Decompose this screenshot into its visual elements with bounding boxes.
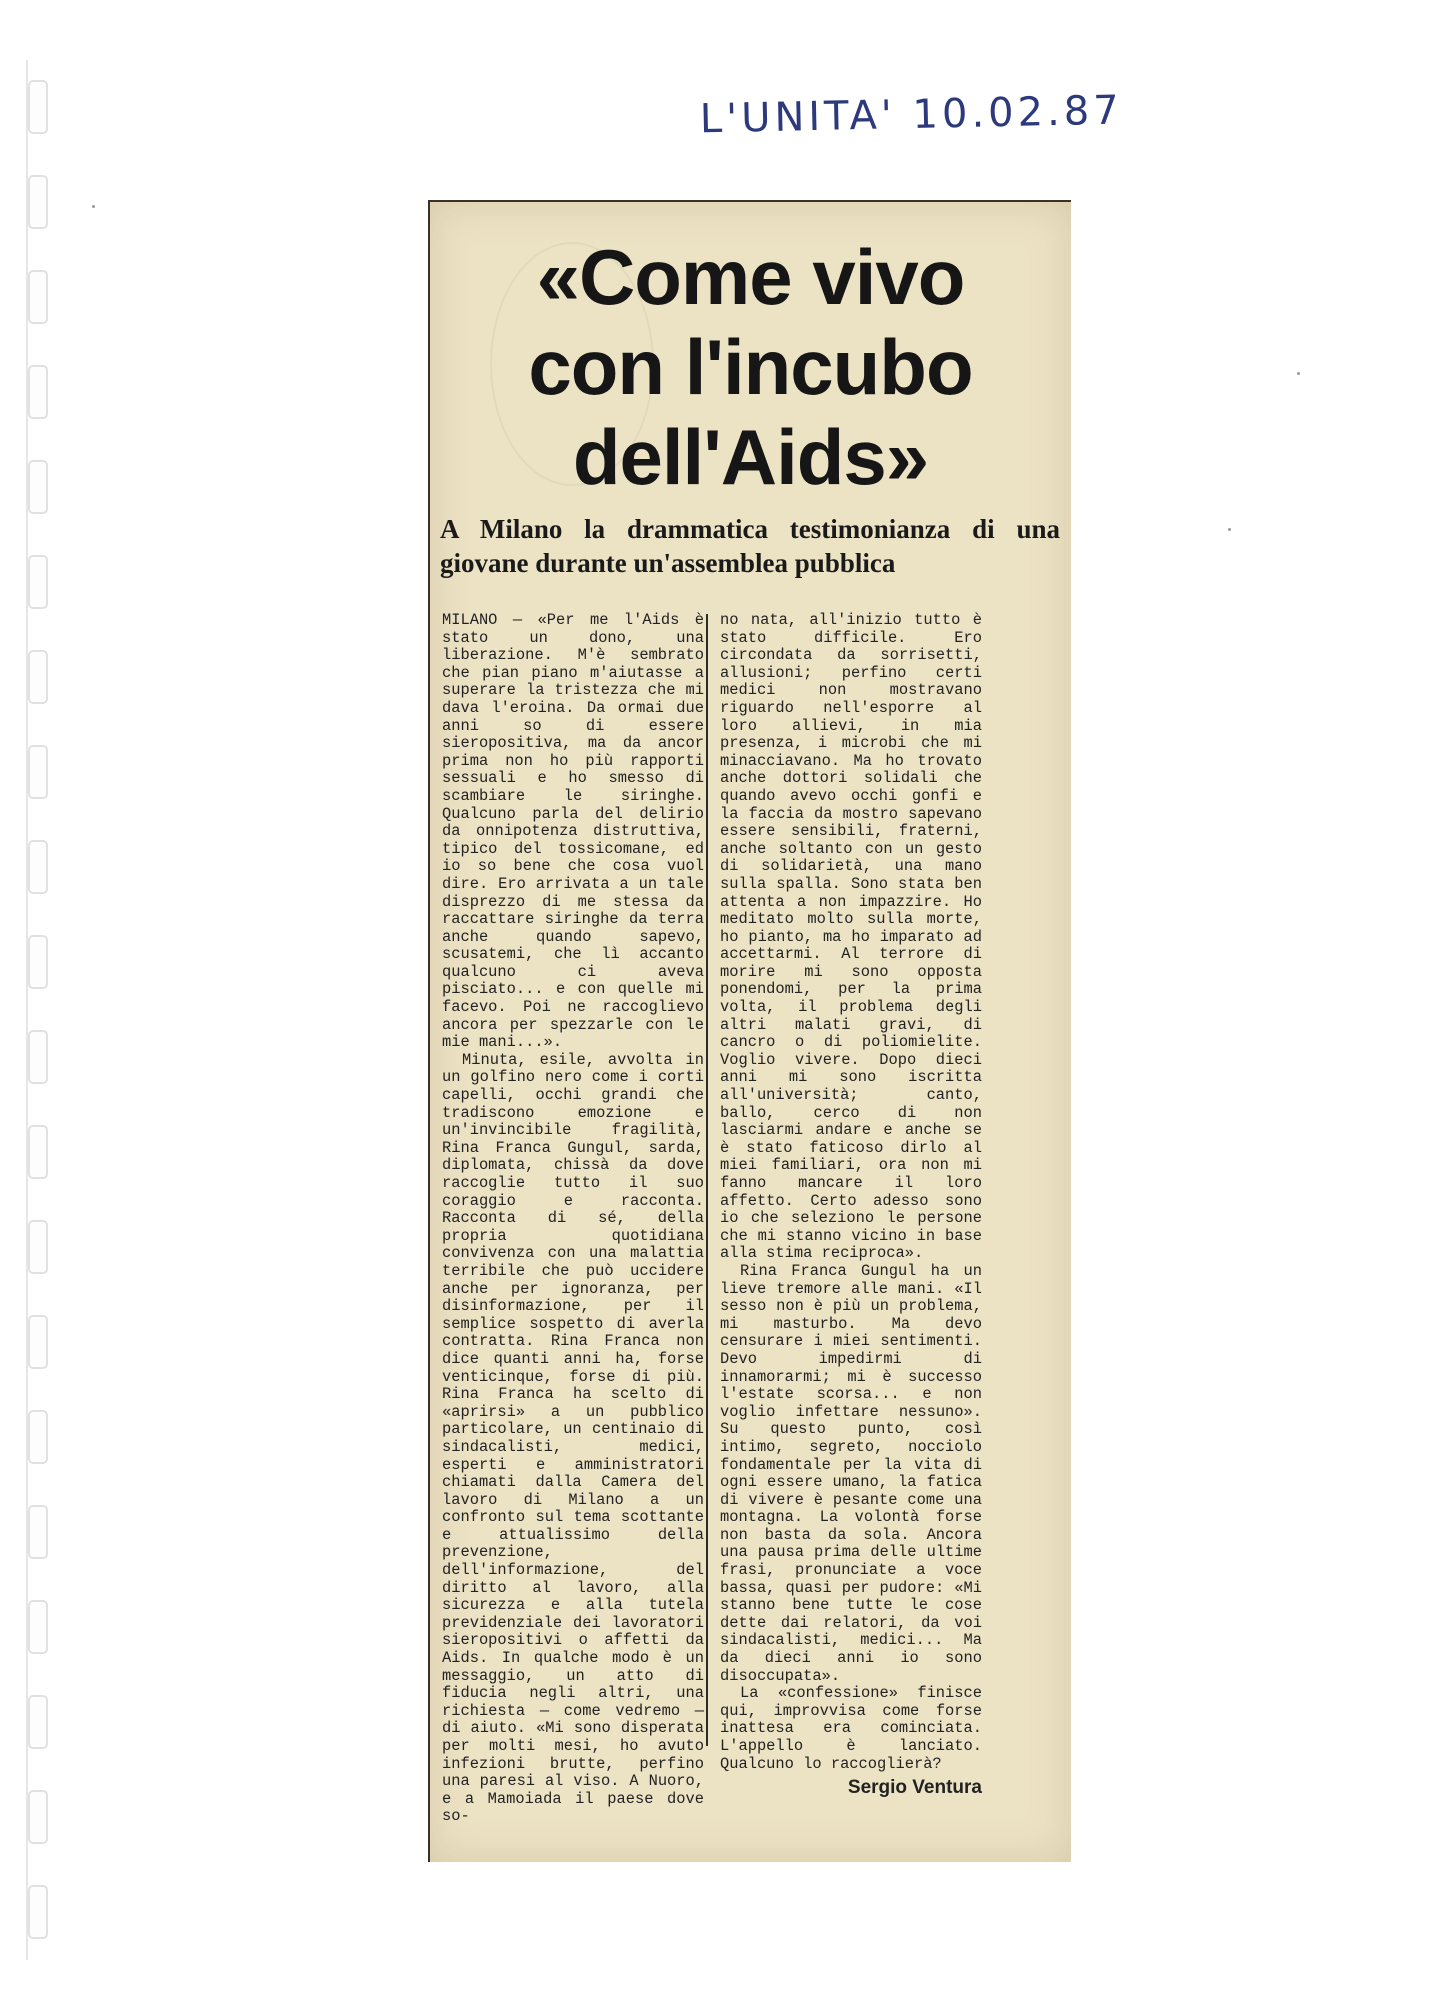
punch-hole [28,1315,48,1369]
punch-hole [28,1790,48,1844]
punch-hole [28,1695,48,1749]
punch-hole [28,1030,48,1084]
punch-hole [28,1885,48,1939]
punch-hole [28,1505,48,1559]
headline-line-2: con l'incubo [528,323,973,411]
punch-hole [28,1600,48,1654]
punch-hole [28,935,48,989]
punch-hole [28,1125,48,1179]
newspaper-clipping [428,200,1071,1862]
punch-hole [28,555,48,609]
punch-hole [28,80,48,134]
binder-strip [26,60,72,1960]
paragraph: Minuta, esile, avvolta in un golfino nero come i corti capelli, occhi grandi che tradiscono emozione e un'invincibile fragilità, Rina Franca Gungul, sarda, diplomata, chissà da dove raccoglie tutto il suo coraggio e racconta. Racconta di sé, della propria quotidiana convivenza con una malattia terribile che può uccidere anche per ignoranza, per disinformazione, per il semplice sospetto di averla contratta. Rina Franca non dice quanti anni ha, forse venticinque, forse di più. Rina Franca ha scelto di «aprirsi» a un pubblico particolare, un centinaio di sindacalisti, medici, esperti e amministratori chiamati dalla Camera del lavoro di Milano a un confronto sul tema scottante e attualissimo della prevenzione, dell'informazione, del diritto al lavoro, alla sicurezza e alla tutela previdenziale dei lavoratori sieropositivi o affetti da Aids. In qualche modo è un messaggio, un atto di fiducia negli altri, una richiesta — come vedremo — di aiuto. «Mi sono disperata per molti mesi, ho avuto infezioni brutte, perfino una paresi al viso. A Nuoro, e a Mamoiada il paese dove so- [442,1050,704,1826]
paragraph: Rina Franca Gungul ha un lieve tremore alle mani. «Il sesso non è più un problema, mi masturbo. Ma devo censurare i miei sentimenti. Devo impedirmi di innamorarmi; mi è successo l'estate scorsa... e non voglio infettare nessuno». Su questo punto, così intimo, segreto, nocciolo fondamentale per la vita di ogni essere umano, la fatica di vivere è pesante come una montagna. La volontà forse non basta da sola. Ancora una pausa prima delle ultime frasi, pronunciate a voce bassa, quasi per pudore: «Mi stanno bene tutte le cose dette dai relatori, da voi sindacalisti, medici... Ma da dieci anni io sono disoccupata». [720,1261,982,1685]
handwritten-source-date: L'UNITA' 10.02.87 [699,87,1124,143]
punch-hole [28,460,48,514]
punch-hole [28,365,48,419]
headline-line-3: dell'Aids» [572,413,929,501]
punch-hole [28,840,48,894]
punch-hole [28,650,48,704]
speck [1228,528,1231,531]
headline [430,232,1071,502]
article-column-left [442,612,704,1826]
column-rule [706,614,708,1746]
article-column-right [720,612,982,1797]
punch-hole [28,1220,48,1274]
speck [92,205,95,208]
speck [1297,372,1300,375]
subheadline: A Milano la drammatica testimonianza di una giovane durante un'assemblea pubblica [440,514,1060,578]
paragraph: MILANO — «Per me l'Aids è stato un dono, una liberazione. M'è sembrato che pian piano m'aiutasse a superare la tristezza che mi dava l'eroina. Da ormai due anni so di essere sieropositiva, ma da ancor prima non ho più rapporti sessuali e ho smesso di scambiare le siringhe. Qualcuno parla del delirio da onnipotenza distruttiva, tipico del tossicomane, ed io so bene che cosa vuol dire. Ero arrivata a un tale disprezzo di me stessa da raccattare siringhe da terra anche quando sapevo, scusatemi, che lì accanto qualcuno ci aveva pisciato... e con quelle mi facevo. Poi ne raccoglievo ancora per spezzarle con le mie mani...». [442,611,704,1052]
punch-hole [28,745,48,799]
punch-hole [28,270,48,324]
punch-hole [28,175,48,229]
headline-line-1: «Come vivo [536,233,965,321]
paragraph: La «confessione» finisce qui, improvvisa come forse inattesa era cominciata. L'appello è lanciato. Qualcuno lo raccoglierà? [720,1684,982,1773]
punch-hole [28,1410,48,1464]
paragraph: no nata, all'inizio tutto è stato difficile. Ero circondata da sorrisetti, allusioni; perfino certi medici non mostravano riguardo nell'esporre al loro allievi, in mia presenza, i microbi che mi minacciavano. Ma ho trovato anche dottori solidali che quando avevo occhi gonfi e la faccia da mostro sapevano essere sensibili, fraterni, anche soltanto con un gesto di solidarietà, una mano sulla spalla. Sono stata ben attenta a non impazzire. Ho meditato molto sulla morte, ho pianto, ma ho imparato ad accettarmi. Al terrore di morire mi sono opposta ponendomi, per la prima volta, il problema degli altri malati gravi, di cancro o di poliomielite. Voglio vivere. Dopo dieci anni mi sono iscritta all'università; canto, ballo, cerco di non lasciarmi andare e anche se è stato faticoso dirlo al miei familiari, ora non mi fanno mancare il loro affetto. Certo adesso sono io che seleziono le persone che mi stanno vicino in base alla stima reciproca». [720,611,982,1263]
byline: Sergio Ventura [847,1777,982,1799]
